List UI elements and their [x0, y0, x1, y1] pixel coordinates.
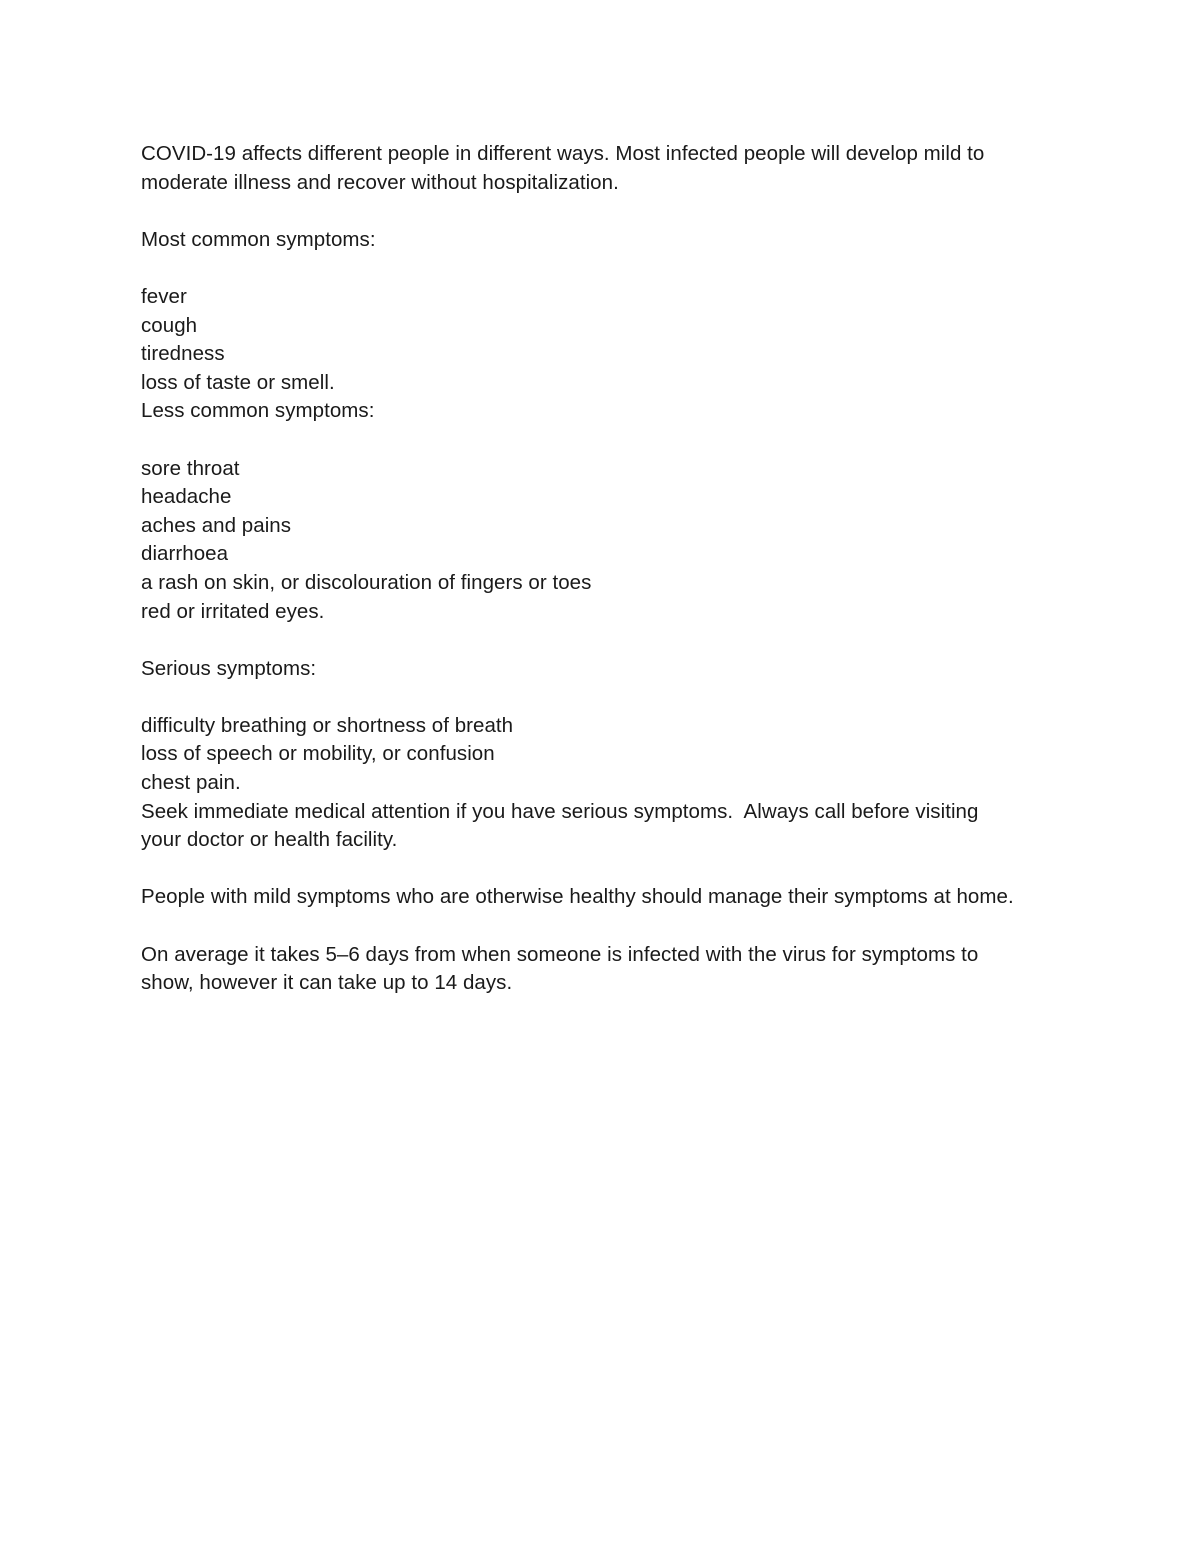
symptom-item: loss of speech or mobility, or confusion: [141, 742, 495, 766]
symptom-item: difficulty breathing or shortness of breath: [141, 713, 514, 737]
intro-paragraph: [141, 140, 1071, 197]
paragraph-gap: [141, 254, 1071, 283]
serious-symptoms-list: [141, 712, 1071, 798]
paragraph-gap: [141, 426, 1071, 455]
symptom-item: aches and pains: [141, 513, 292, 537]
common-symptoms-list: [141, 283, 1071, 397]
symptom-item: fever: [141, 284, 187, 308]
common-symptoms-heading: Most common symptoms:: [141, 227, 376, 251]
paragraph-gap: [141, 626, 1071, 655]
less-common-symptoms-heading: Less common symptoms:: [141, 399, 375, 423]
paragraph-gap: [141, 197, 1071, 226]
symptom-item: cough: [141, 313, 198, 337]
less-common-symptoms-list: [141, 455, 1071, 627]
seek-attention-paragraph: [141, 798, 1071, 855]
seek-attention-line: Seek immediate medical attention if you have serious symptoms. Always call before visiting: [141, 799, 979, 823]
paragraph-gap: [141, 912, 1071, 941]
serious-symptoms-heading: Serious symptoms:: [141, 656, 317, 680]
incubation-line: show, however it can take up to 14 days.: [141, 971, 513, 995]
seek-attention-line: your doctor or health facility.: [141, 828, 398, 852]
symptom-item: headache: [141, 485, 232, 509]
intro-line: COVID-19 affects different people in different ways. Most infected people will develop mild to: [141, 142, 985, 165]
symptom-item: loss of taste or smell.: [141, 370, 335, 394]
incubation-paragraph: [141, 941, 1071, 998]
symptom-item: sore throat: [141, 456, 240, 480]
mild-symptoms-paragraph: People with mild symptoms who are otherwise healthy should manage their symptoms at home.: [141, 885, 1014, 909]
paragraph-gap: [141, 855, 1071, 884]
document-body: [141, 140, 1071, 998]
intro-line: moderate illness and recover without hospitalization.: [141, 170, 619, 194]
incubation-line: On average it takes 5–6 days from when someone is infected with the virus for symptoms to: [141, 942, 979, 966]
symptom-item: tiredness: [141, 342, 225, 366]
symptom-item: diarrhoea: [141, 542, 229, 566]
symptom-item: a rash on skin, or discolouration of fingers or toes: [141, 570, 592, 594]
symptom-item: chest pain.: [141, 771, 241, 795]
symptom-item: red or irritated eyes.: [141, 599, 325, 623]
paragraph-gap: [141, 683, 1071, 712]
